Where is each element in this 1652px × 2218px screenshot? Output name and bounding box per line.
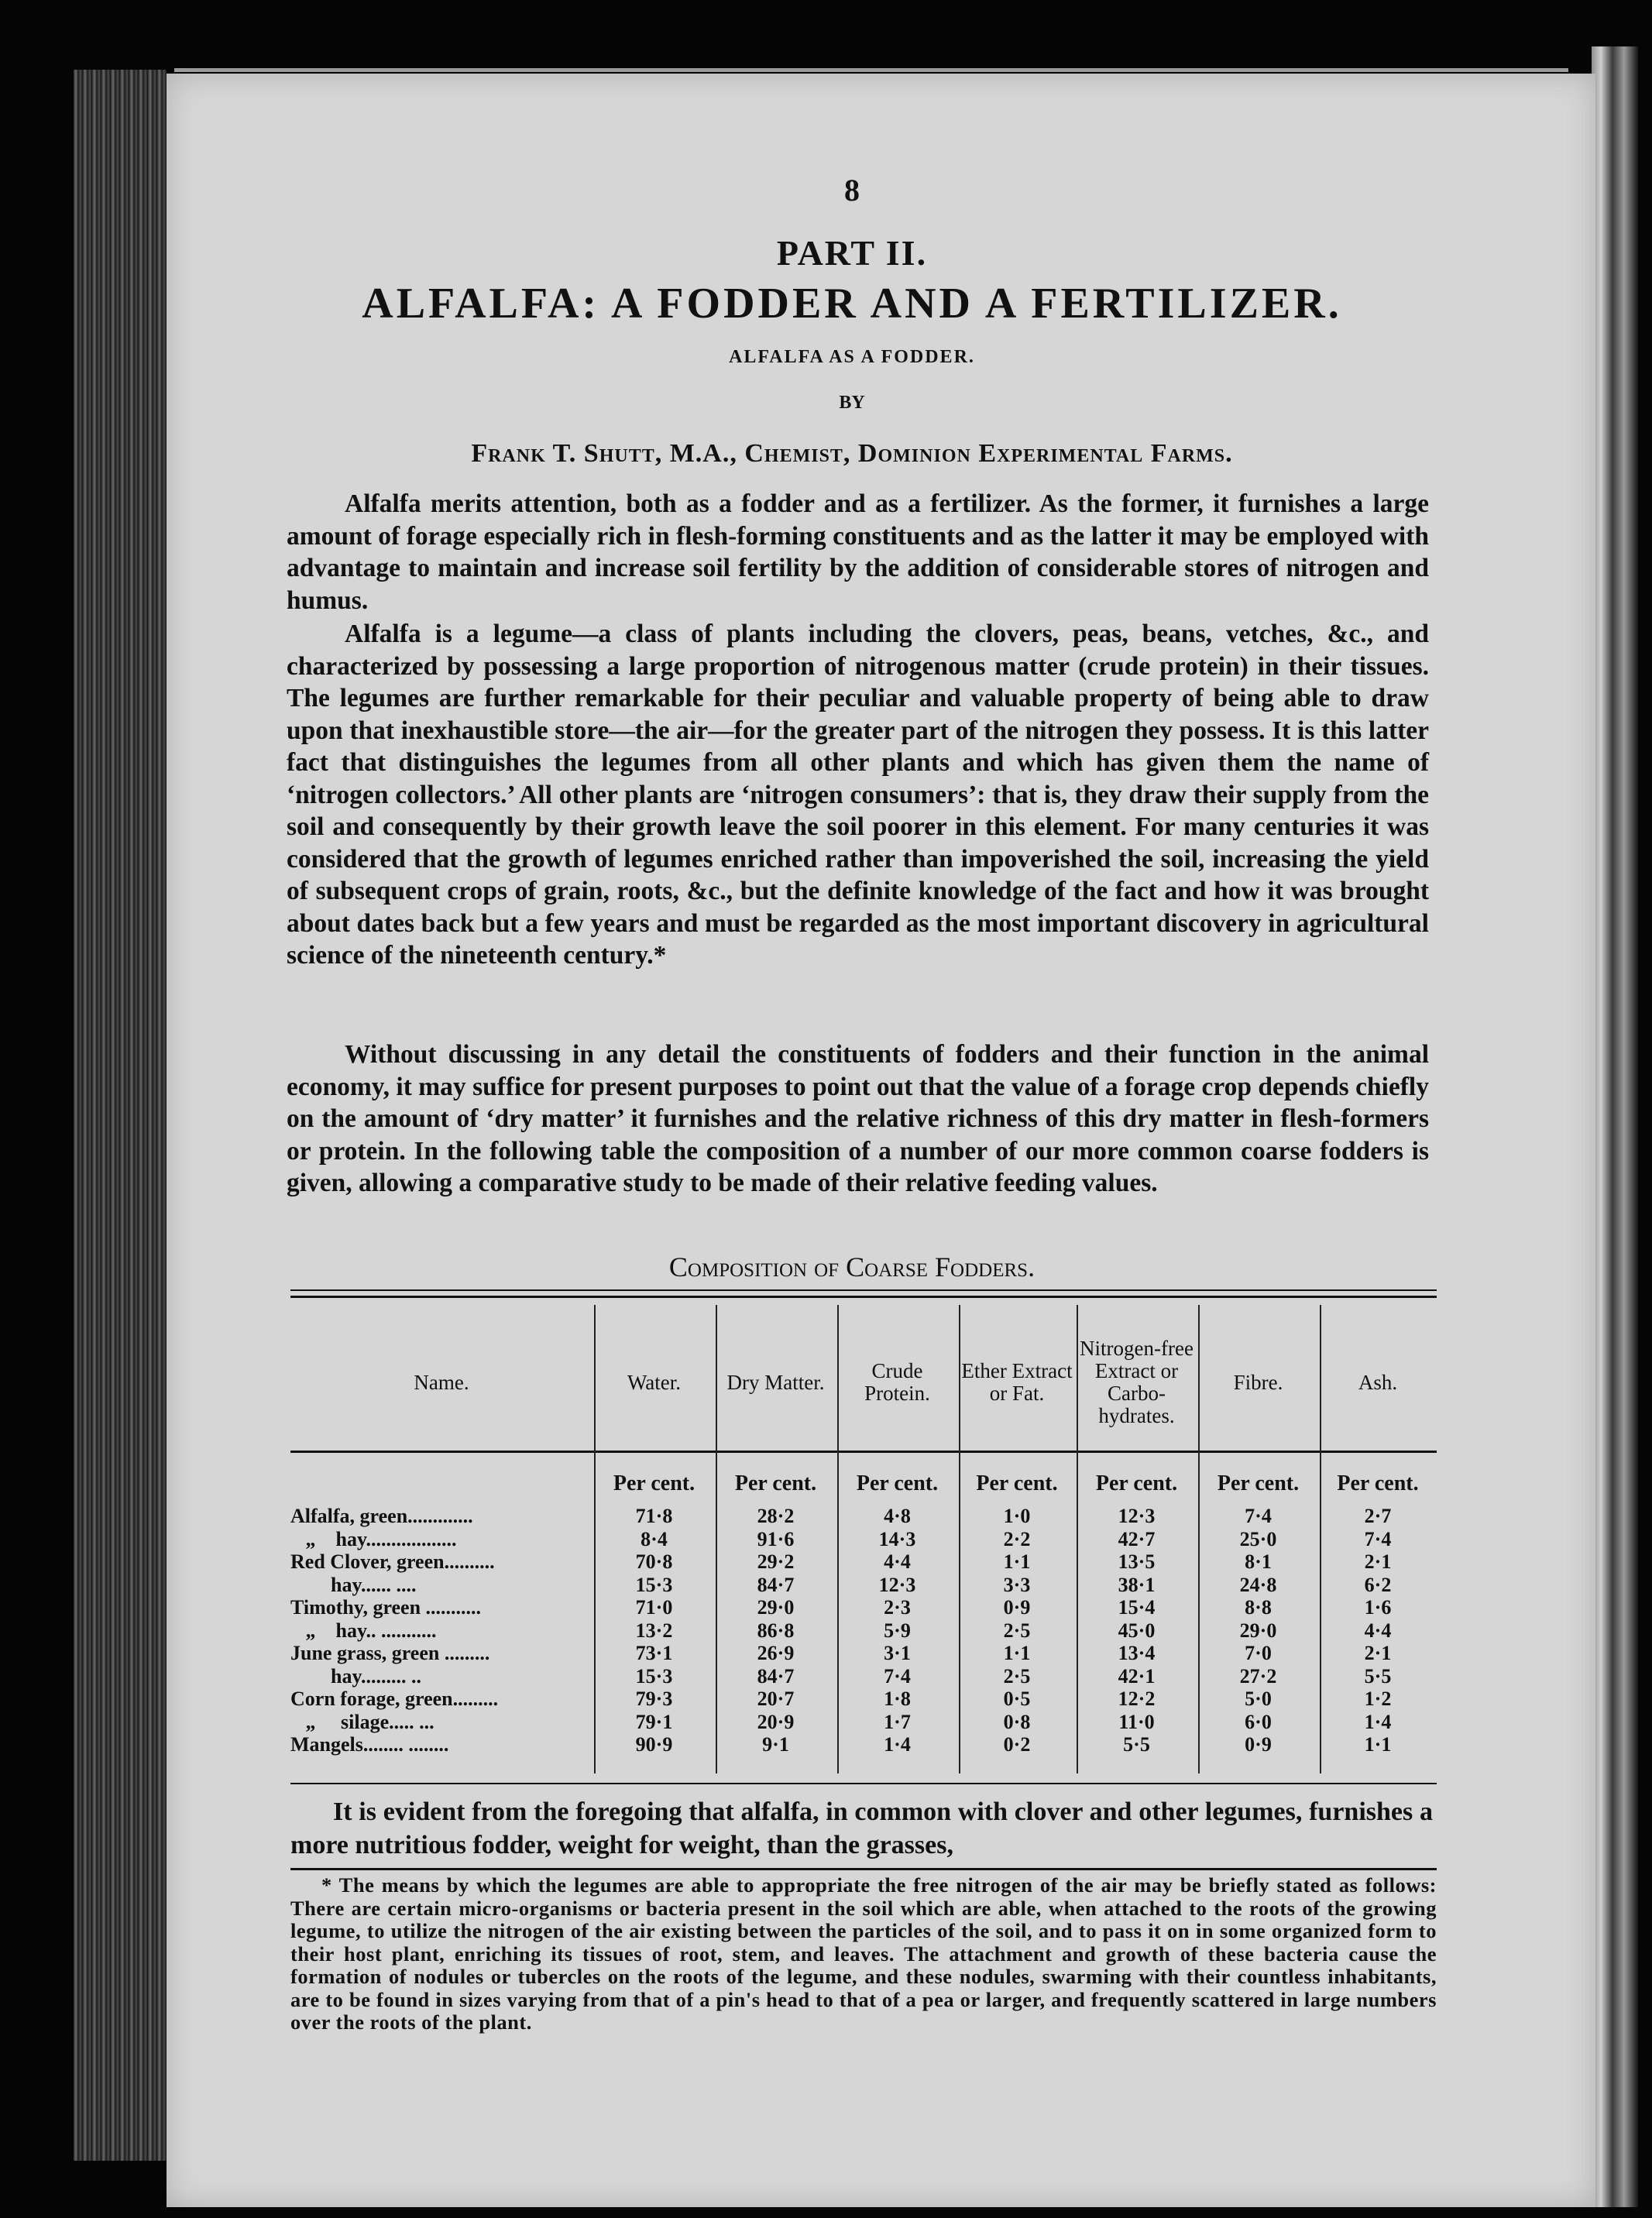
row-value: 20·9	[757, 1710, 795, 1733]
table-header-rule	[290, 1451, 1437, 1453]
row-name: Red Clover, green..........	[290, 1550, 495, 1573]
row-name: hay......... ..	[290, 1664, 422, 1688]
row-value: 5·5	[1364, 1664, 1392, 1688]
table-row	[0, 1574, 1652, 1596]
row-value: 5·0	[1245, 1688, 1272, 1710]
row-value: 79·3	[635, 1688, 673, 1710]
row-value: 12·3	[878, 1573, 916, 1596]
row-value: 13·5	[1118, 1550, 1156, 1573]
row-value: 2·5	[1003, 1619, 1031, 1642]
row-value: 8·4	[641, 1527, 668, 1550]
table-unit-cell: Per cent.	[613, 1471, 695, 1495]
row-value: 2·5	[1003, 1664, 1031, 1688]
row-value: 5·5	[1123, 1733, 1150, 1756]
page-title: ALFALFA: A FODDER AND A FERTILIZER.	[362, 280, 1342, 328]
row-value: 15·3	[635, 1664, 673, 1688]
row-value: 2·7	[1364, 1505, 1392, 1527]
section-subtitle: ALFALFA AS A FODDER.	[729, 347, 975, 367]
table-header-cell: Dry Matter.	[726, 1370, 825, 1394]
table-row	[0, 1733, 1652, 1756]
row-value: 28·2	[757, 1505, 795, 1527]
row-value: 3·3	[1003, 1573, 1031, 1596]
footnote: * The means by which the legumes are able to appropriate the free nitrogen of the air may be briefly stated as follows: There are certain micro-organisms or bacteria present in the soil which are able, when attached to the roots of the growing legume, to utilize the nitrogen of the air existing between the particles of the soil, and to pass it on in some organized form to their host plant, enriching its tissues of root, stem, and leaves. The attachment and growth of these bacteria cause the formation of nodules or tubercles on the roots of the legume, and these nodules, swarming with their countless inhabitants, are to be found in sizes varying from that of a pin's head to that of a pea or larger, and frequently scattered in large numbers over the roots of the plant.	[290, 1873, 1437, 2034]
row-value: 86·8	[757, 1619, 795, 1642]
row-name: Corn forage, green.........	[290, 1688, 499, 1710]
row-value: 1·2	[1364, 1688, 1392, 1710]
row-value: 2·2	[1003, 1527, 1031, 1550]
book-edge-right	[1592, 46, 1638, 2207]
table-header-cell: Nitrogen-free Extract or Carbo-hydrates.	[1080, 1337, 1193, 1427]
row-value: 70·8	[635, 1550, 673, 1573]
row-value: 1·8	[884, 1688, 911, 1710]
row-value: 1·6	[1364, 1596, 1392, 1619]
row-value: 26·9	[757, 1642, 795, 1664]
paragraph-2: Alfalfa is a legume—a class of plants including the clovers, peas, beans, vetches, &c., and characterized by possessing a large proportion of nitrogenous matter (crude protein) in their tissues. The legumes are further remarkable for their peculiar and valuable property of being able to draw upon that inexhaustible store—the air—for the greater part of the nitrogen they possess. It is this latter fact that distinguishes the legumes from all other plants and which has given them the name of ‘nitrogen collectors.’ All other plants are ‘nitrogen consumers’: that is, they draw their supply from the soil and consequently by their growth leave the soil poorer in this element. For many centuries it was considered that the growth of legumes enriched rather than impoverished the soil, increasing the yield of subsequent crops of grain, roots, &c., but the definite knowledge of the fact and how it was brought about dates back but a few years and must be regarded as the most important discovery in agricultural science of the nineteenth century.*	[287, 620, 1429, 970]
table-row	[0, 1688, 1652, 1710]
row-value: 27·2	[1239, 1664, 1277, 1688]
table-row	[0, 1642, 1652, 1664]
row-value: 7·4	[1364, 1527, 1392, 1550]
table-top-rule	[290, 1289, 1437, 1291]
table-row	[0, 1596, 1652, 1619]
table-unit-cell: Per cent.	[1217, 1471, 1300, 1495]
part-heading: PART II.	[776, 233, 928, 273]
row-value: 29·2	[757, 1550, 795, 1573]
row-name: Mangels........ ........	[290, 1733, 449, 1756]
row-value: 1·1	[1003, 1642, 1031, 1664]
row-value: 38·1	[1118, 1573, 1156, 1596]
table-bottom-rule	[290, 1783, 1437, 1784]
row-value: 14·3	[878, 1527, 916, 1550]
row-name: Timothy, green ...........	[290, 1596, 482, 1619]
row-value: 84·7	[757, 1573, 795, 1596]
table-row	[0, 1528, 1652, 1550]
row-value: 42·1	[1118, 1664, 1156, 1688]
row-value: 29·0	[757, 1596, 795, 1619]
row-value: 7·0	[1245, 1642, 1272, 1664]
row-value: 1·4	[1364, 1710, 1392, 1733]
row-value: 7·4	[1245, 1505, 1272, 1527]
row-value: 4·4	[1364, 1619, 1392, 1642]
row-value: 6·2	[1364, 1573, 1392, 1596]
row-value: 84·7	[757, 1664, 795, 1688]
row-value: 2·3	[884, 1596, 911, 1619]
row-name: June grass, green .........	[290, 1642, 490, 1664]
row-value: 1·1	[1364, 1733, 1392, 1756]
row-value: 4·4	[884, 1550, 911, 1573]
row-name: hay...... ....	[290, 1573, 417, 1596]
table-header-cell: Fibre.	[1233, 1370, 1283, 1394]
table-unit-cell: Per cent.	[976, 1471, 1058, 1495]
table-unit-cell: Per cent.	[1337, 1471, 1419, 1495]
table-unit-cell: Per cent.	[1095, 1471, 1178, 1495]
row-value: 90·9	[635, 1733, 673, 1756]
page-number: 8	[844, 173, 860, 208]
page-top-edge	[174, 68, 1568, 72]
table-unit-cell: Per cent.	[734, 1471, 817, 1495]
row-value: 3·1	[884, 1642, 911, 1664]
book-edge-left	[74, 70, 167, 2161]
byline-label: BY	[839, 393, 865, 413]
table-row	[0, 1505, 1652, 1527]
row-value: 1·7	[884, 1710, 911, 1733]
row-value: 79·1	[635, 1710, 673, 1733]
row-name: „ hay..................	[290, 1527, 457, 1550]
row-value: 12·3	[1118, 1505, 1156, 1527]
row-value: 2·1	[1364, 1642, 1392, 1664]
table-row	[0, 1619, 1652, 1642]
row-value: 13·2	[635, 1619, 673, 1642]
closing-paragraph: It is evident from the foregoing that alfalfa, in common with clover and other legumes, furnishes a more nutritious fodder, weight for weight, than the grasses,	[290, 1797, 1433, 1859]
row-value: 5·9	[884, 1619, 911, 1642]
row-value: 0·5	[1003, 1688, 1031, 1710]
row-value: 0·2	[1003, 1733, 1031, 1756]
table-header-cell: Ether Extract or Fat.	[961, 1359, 1073, 1405]
row-value: 6·0	[1245, 1710, 1272, 1733]
row-value: 9·1	[762, 1733, 789, 1756]
table-header-cell: Crude Protein.	[864, 1359, 930, 1405]
table-row	[0, 1711, 1652, 1733]
row-value: 12·2	[1118, 1688, 1156, 1710]
row-value: 11·0	[1118, 1710, 1155, 1733]
row-value: 15·4	[1118, 1596, 1156, 1619]
paragraph-1: Alfalfa merits attention, both as a fodder and as a fertilizer. As the former, it furnishes a large amount of forage especially rich in flesh-forming constituents and as the latter it may be employed with advantage to maintain and increase soil fertility by the addition of considerable stores of nitrogen and humus.	[287, 489, 1429, 615]
table-header-cell: Water.	[627, 1370, 682, 1394]
row-value: 4·8	[884, 1505, 911, 1527]
row-value: 1·0	[1003, 1505, 1031, 1527]
row-value: 0·9	[1245, 1733, 1272, 1756]
row-value: 20·7	[757, 1688, 795, 1710]
row-value: 25·0	[1239, 1527, 1277, 1550]
row-value: 71·0	[635, 1596, 673, 1619]
row-value: 91·6	[757, 1527, 795, 1550]
row-value: 13·4	[1118, 1642, 1156, 1664]
row-value: 8·8	[1245, 1596, 1272, 1619]
table-header-cell: Name.	[414, 1370, 469, 1394]
row-value: 2·1	[1364, 1550, 1392, 1573]
table-header-cell: Ash.	[1358, 1370, 1398, 1394]
row-name: Alfalfa, green.............	[290, 1505, 473, 1527]
row-name: „ hay.. ...........	[290, 1619, 437, 1642]
table-row	[0, 1665, 1652, 1688]
row-value: 0·9	[1003, 1596, 1031, 1619]
row-value: 15·3	[635, 1573, 673, 1596]
row-value: 24·8	[1239, 1573, 1277, 1596]
paragraph-3: Without discussing in any detail the constituents of fodders and their function in the animal economy, it may suffice for present purposes to point out that the value of a forage crop depends chiefly on the amount of ‘dry matter’ it furnishes and the relative richness of this dry matter in flesh-formers or protein. In the following table the composition of a number of our more common coarse fodders is given, allowing a comparative study to be made of their relative feeding values.	[287, 1040, 1429, 1197]
row-value: 45·0	[1118, 1619, 1156, 1642]
row-value: 42·7	[1118, 1527, 1156, 1550]
row-value: 7·4	[884, 1664, 911, 1688]
row-value: 29·0	[1239, 1619, 1277, 1642]
row-value: 1·1	[1003, 1550, 1031, 1573]
row-value: 71·8	[635, 1505, 673, 1527]
author-line: Frank T. Shutt, M.A., Chemist, Dominion Experimental Farms.	[471, 439, 1233, 468]
row-value: 0·8	[1003, 1710, 1031, 1733]
footnote-rule	[290, 1868, 1437, 1870]
table-row	[0, 1550, 1652, 1573]
row-value: 73·1	[635, 1642, 673, 1664]
table-title: Composition of Coarse Fodders.	[668, 1251, 1036, 1282]
table-unit-cell: Per cent.	[856, 1471, 939, 1495]
row-name: „ silage..... ...	[290, 1710, 434, 1733]
row-value: 8·1	[1245, 1550, 1272, 1573]
table-top-rule-double	[290, 1296, 1437, 1298]
row-value: 1·4	[884, 1733, 911, 1756]
